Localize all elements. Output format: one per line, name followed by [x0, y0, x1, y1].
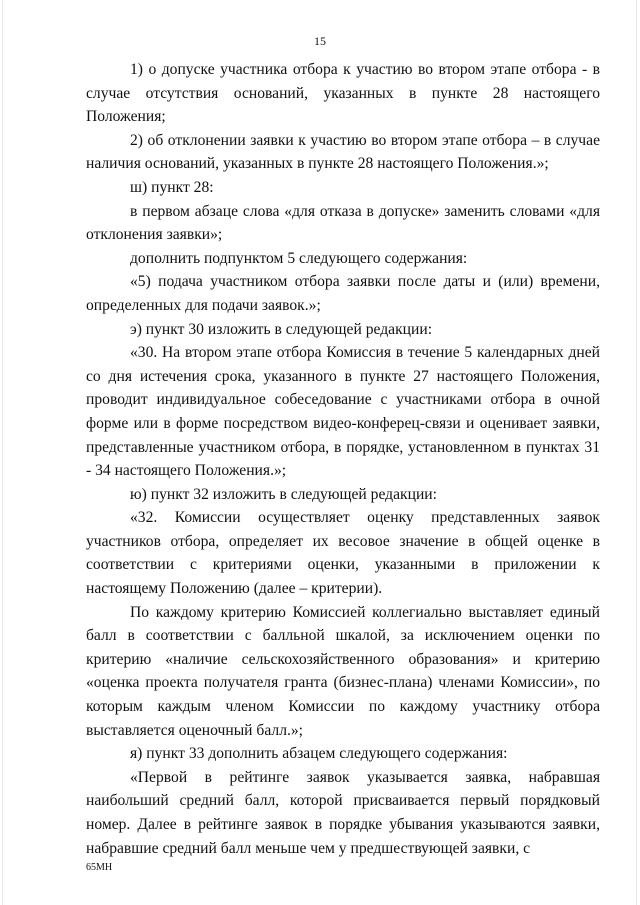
paragraph: ш) пункт 28: — [130, 178, 214, 196]
paragraph: По каждому критерию Комиссией коллегиально выставляет единый балл в соответствии с балльной шкалой, за исключением оценки по критерию «наличие сельскохозяйственного образования» и критерию «оценка проекта получателя гранта (бизнес-плана) членами Комиссии», по которым каждым членом Комиссии по каждому участнику отбора выставляется оценочный балл.»; — [86, 603, 600, 739]
paragraph: ю) пункт 32 изложить в следующей редакции: — [130, 485, 437, 503]
paragraph: я) пункт 33 дополнить абзацем следующего содержания: — [130, 745, 508, 763]
paragraph: «30. На втором этапе отбора Комиссия в течение 5 календарных дней со дня истечения срока, указанного в пункте 27 настоящего Положения, проводит индивидуальное собеседование с участниками отбора в очной форме или в форме посредством видео-конферец-связи и оценивает заявки, представленные участником отбора, в порядке, установленном в пунктах 31 - 34 настоящего Положения.»; — [86, 344, 600, 480]
page-number: 15 — [314, 34, 326, 48]
scan-edge-right — [636, 0, 637, 905]
paragraph: 2) об отклонении заявки к участию во втором этапе отбора – в случае наличия оснований, указанных в пункте 28 настоящего Положения.»; — [86, 131, 600, 173]
paragraph: э) пункт 30 изложить в следующей редакции: — [130, 320, 433, 338]
paragraph: в первом абзаце слова «для отказа в допуске» заменить словами «для отклонения заявки»; — [86, 202, 600, 244]
paragraph: «5) подача участником отбора заявки после даты и (или) времени, определенных для подачи заявок.»; — [86, 273, 600, 314]
document-body — [86, 58, 600, 860]
paragraph: дополнить подпунктом 5 следующего содержания: — [130, 249, 468, 267]
scan-edge-left — [2, 0, 3, 905]
document-code: 65МН — [86, 862, 113, 873]
paragraph: «32. Комиссии осуществляет оценку представленных заявок участников отбора, определяет их весовое значение в общей оценке в соответствии с критериями оценки, указанными в приложении к настоящему Положению (далее – критерии). — [86, 509, 600, 598]
paragraph: «Первой в рейтинге заявок указывается заявка, набравшая наибольший средний балл, которой присваивается первый порядковый номер. Далее в рейтинге заявок в порядке убывания указываются заявки, набравшие средний балл меньше чем у предшествующей заявки, с — [86, 768, 600, 857]
paragraph: 1) о допуске участника отбора к участию во втором этапе отбора - в случае отсутствия оснований, указанных в пункте 28 настоящего Положения; — [86, 61, 600, 126]
